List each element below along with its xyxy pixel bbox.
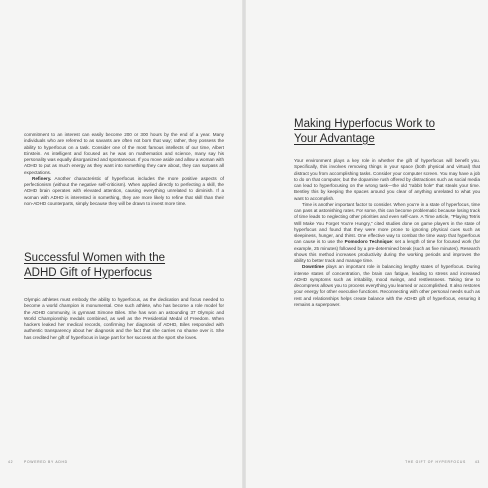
body-paragraph (294, 264, 480, 308)
body-paragraph: Your environment plays a key role in whether the gift of hyperfocus will benefit you. Specifically, this involves removing things in your space (both physical and virtual) that distract you from accomplishing tasks. Consider your computer screen. You may have a job to do on that computer, but the dopamine rush offered by distractions such as social media can lead to hyperfocusing on the wrong task—the old "rabbit hole" that steals your time. Bentley this by keeping the spaces around you clear of anything unrelated to what you want to accomplish. (294, 158, 480, 201)
right-column (294, 158, 480, 308)
heading-line-2: ADHD Gift of Hyperfocus (24, 266, 152, 279)
refinery-term: Refinery. (32, 175, 52, 181)
page-number: 42 (8, 460, 14, 464)
pomodoro-text: : set a length of time for focused work (for example, 25 minutes) followed by a pre-determined break (such as five minutes). Research shows this method increases productivity during the working periods and improves the ability to better track and manage time. (294, 239, 481, 263)
page-number: 43 (474, 460, 480, 464)
body-paragraph: Olympic athletes must embody the ability to hyperfocus, as the dedication and focus needed to become a world champion is monumental. One such athlete, who has become a role model for the ADHD community, is gymnast Simone Biles. She has won an astounding 37 Olympic and World Championship medals combined, as well as the Presidential Medal of Freedom. When hackers leaked her medical records, confirming her diagnosis of ADHD, Biles responded with authentic transparency about her diagnosis and the fact that she carries no shame over it. She has credited her gift of hyperfocus in large part for her success at the sport she loves. (24, 297, 224, 340)
pomodoro-term: Pomodoro Technique (344, 239, 392, 245)
heading-line-1: Successful Women with the (24, 252, 166, 264)
downtime-text: plays an important role in balancing lengthy states of hyperfocus. During intense states of concentration, the brain can fatigue, leading to stress and increased ADHD symptoms such as irritability, mood swings, and restlessness. Taking time to decompress allows you to process everything you learned or accomplished. It also restores your energy for other executive functions. Reconnecting with other personal needs such as rest and relationships helps create balance with the ADHD gift of hyperfocus, ensuring it remains a superpower. (294, 264, 480, 307)
heading-line-1: Making Hyperfocus Work to (294, 118, 436, 130)
heading-line-2: Your Advantage (294, 132, 375, 145)
time-text: Time is another important factor to consider. When you're in a state of hyperfocus, time can pass at astonishing rates. For some, this can become problematic because losing track of time leads to neglecting other priorities and even self-care. A Time article, "Playing Tetris Will Make You Forget You're Hungry," cited studies done on game players in the state of hyperfocus and found that they were more prone to ignoring physical cues such as sleepiness, hunger, and thirst. One effective way to combat the time warp that hyperfocus can cause is to use the (294, 201, 480, 245)
left-page (0, 0, 242, 488)
running-head: THE GIFT OF HYPERFOCUS (405, 460, 466, 464)
right-page (246, 0, 488, 488)
downtime-term: Downtime (302, 264, 324, 270)
body-paragraph (294, 202, 480, 265)
left-bottom-column (24, 297, 224, 341)
running-head: POWERED BY ADHD (24, 460, 68, 464)
left-top-column (24, 132, 224, 207)
body-paragraph (24, 176, 224, 207)
body-paragraph: commitment to an interest can easily become 200 or 300 hours by the end of a year. Many individuals who are referred to as savants are often not born that way; rather, they possess the ability to hyperfocus on a task. Consider one of the most famous intellects of our time, Albert Einstein. As intelligent and focused as he was on mathematics and science, many say his personality was equally disorganized and spontaneous. If you move aside and allow a woman with ADHD to put as much energy as they want into something they care about, they can surpass all expectations. (24, 132, 224, 175)
section-heading (294, 117, 480, 146)
section-heading (24, 251, 224, 280)
refinery-text: Another characteristic of hyperfocus includes the more positive aspects of perfectionism (without the negative self-criticism). When applied directly to perfecting a skill, the ADHD brain operates with elevated attention, causing everything unrelated to diminish. If a woman with ADHD is interested in something, they are more likely to refine that skill than their non-ADHD counterparts, simply because they will be drawn to invest more time. (24, 175, 224, 206)
